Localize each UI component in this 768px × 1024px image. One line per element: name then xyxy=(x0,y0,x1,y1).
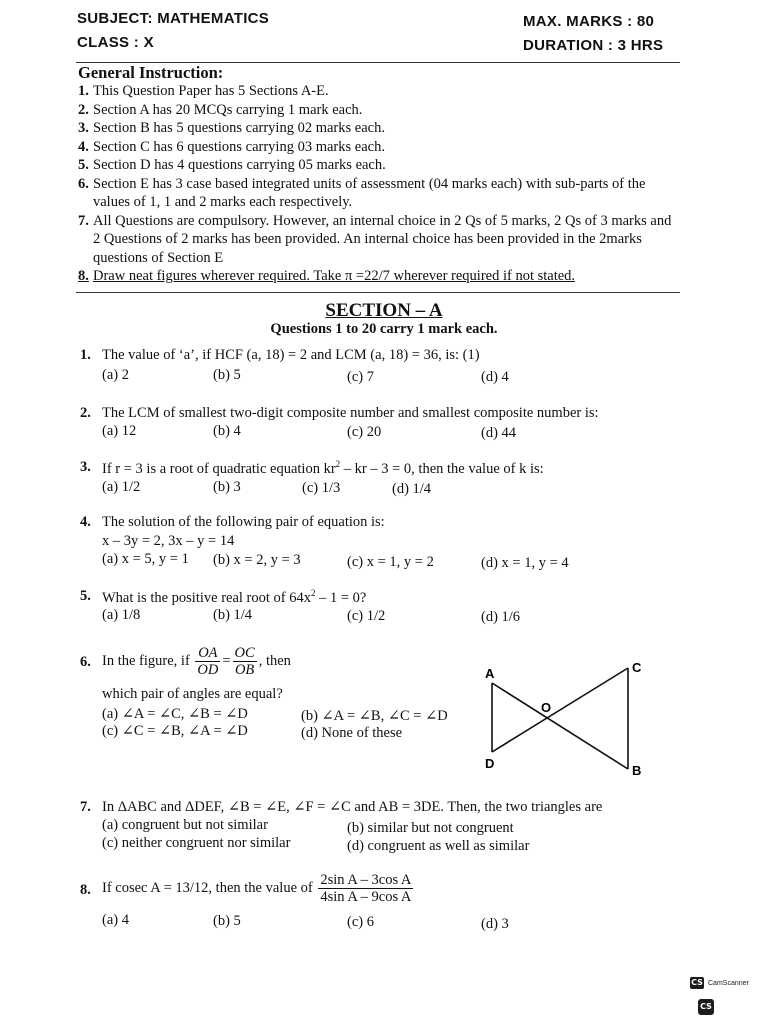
question-stem: If r = 3 is a root of quadratic equation $kr^2$ – kr – 3 = 0, then the value of k is: xyxy=(102,459,544,477)
option-a: (a) congruent but not similar xyxy=(102,817,268,833)
option-a: (a) 1/2 xyxy=(102,479,141,495)
label-D: D xyxy=(485,756,495,771)
option-c: (c) neither congruent nor similar xyxy=(102,835,291,851)
instruction-item: 1. This Question Paper has 5 Sections A-E. xyxy=(78,83,329,99)
class-label: CLASS : X xyxy=(77,34,154,51)
equation-line: x – 3y = 2, 3x – y = 14 xyxy=(102,533,235,549)
option-c: (c) 6 xyxy=(347,914,374,930)
subject-label: SUBJECT: MATHEMATICS xyxy=(77,10,270,27)
option-d: (d) None of these xyxy=(301,725,403,741)
option-a: (a) 12 xyxy=(102,423,137,439)
segment-AB xyxy=(492,683,628,769)
option-a: (a) 4 xyxy=(102,912,129,928)
question-stem: If cosec A = 13/12, then the value of $\frac{\text{2sin A – 3cos A}}{\text{4sin A – 9cos A}}$ xyxy=(102,872,412,905)
question-stem: The solution of the following pair of equation is: xyxy=(102,514,385,530)
label-B: B xyxy=(632,763,642,778)
crossed-triangles-figure xyxy=(470,655,660,780)
question-6: 6. In the figure, if $\frac{OA}{OD}$ = $\frac{OC}{OB}$ , then xyxy=(80,645,291,678)
option-d: (d) 1/4 xyxy=(392,481,432,497)
camscanner-watermark xyxy=(690,974,749,992)
option-c: (c) x = 1, y = 2 xyxy=(347,554,434,570)
camscanner-logo-icon: CS xyxy=(691,978,703,988)
option-b: (b) 4 xyxy=(213,423,241,439)
section-title: SECTION – A xyxy=(325,300,443,321)
question-line: which pair of angles are equal? xyxy=(102,686,283,702)
option-a: (a) x = 5, y = 1 xyxy=(102,551,189,567)
option-d: (d) 1/6 xyxy=(481,609,521,625)
option-b: (b) 5 xyxy=(213,367,241,383)
label-A: A xyxy=(485,666,495,681)
ratio-fraction: $\frac{OA}{OD}$ xyxy=(197,645,219,678)
question-stem: The value of ‘a’, if HCF (a, 18) = 2 and LCM (a, 18) = 36, is: (1) xyxy=(102,347,480,363)
instructions-divider xyxy=(76,292,680,293)
segment-DC xyxy=(492,668,628,752)
option-c: (c) ∠C = ∠B, ∠A = ∠D xyxy=(102,723,248,739)
option-a: (a) ∠A = ∠C, ∠B = ∠D xyxy=(102,706,248,722)
camscanner-label: CamScanner xyxy=(708,979,749,987)
instructions-list xyxy=(78,82,678,286)
option-c: (c) 1/3 xyxy=(302,480,341,496)
question-8: 8. If cosec A = 13/12, then the value of $\frac{\text{2sin A – 3cos A}}{\text{4sin A – 9cos A}}$ xyxy=(80,872,440,912)
section-subtitle: Questions 1 to 20 carry 1 mark each. xyxy=(270,321,498,337)
max-marks-label: MAX. MARKS : 80 xyxy=(523,13,655,30)
camscanner-logo-icon: CS xyxy=(698,999,714,1015)
label-O: O xyxy=(541,700,552,715)
option-c: (c) 20 xyxy=(347,424,382,440)
duration-label: DURATION : 3 HRS xyxy=(523,37,664,54)
option-c: (c) 1/2 xyxy=(347,608,386,624)
ratio-fraction: $\frac{OC}{OB}$ xyxy=(234,645,255,678)
question-stem: What is the positive real root of $64x^2 - 1 = 0$? xyxy=(102,588,367,606)
label-C: C xyxy=(632,660,642,675)
question-paper-page: SUBJECT: MATHEMATICS CLASS : X MAX. MARKS : 80 DURATION : 3 HRS General Instruction: 1. This Question Paper has 5 Sections A-E. 2. Section A has 20 MCQs carrying 1 mark each. 3. Section B has 5 questions carrying 02 marks each. 4. Section C has 6 questions carrying 03 marks each. 5. Section D has 4 questions carrying 05 marks each. 6. Section E has 3 case based integrated units of assessment (04 marks each) with sub-parts of the values of 1, 1 and 2 marks each respectively. 7. All Questions are compulsory. However, an internal choice in 2 Qs of 5 marks, 2 Qs of 3 marks and 2 Questions of 2 marks has been provided. An internal choice has been provided in the 2marks questions of Section E 8. Draw neat figures wherever required. Take π =22/7 wherever required if not stated. SECTION – A Questions 1 to 20 carry 1 mark each. 1. The value of ‘a’, if HCF (a, 18) = 2 and LCM (a, 18) = 36, is: (1) (a) 2 (b) 5 (c) 7 (d) 4 2. The LCM of smallest two-digit composite number and smallest composite number is: (a) 12 (b) 4 (c) 20 (d) 44 3. If r = 3 is a root of quadratic equation $kr^2$ – kr – 3 = 0, then the value of k is: (a) 1/2 (b) 3 (c) 1/3 (d) 1/4 4. The solution of the following pair of equation is: x – 3y = 2, 3x – y = 14 (a) x = 5, y = 1 (b) x = 2, y = 3 (c) x = 1, y = 2 (d) x = 1, y = 4 5. What is the positive real root of $64x^2 - 1 = 0$? (a) 1/8 (b) 1/4 (c) 1/2 (d) 1/6 6. In the figure, if $\frac{OA}{OD}$ = $\frac{OC}{OB}$ , then which pair of angles are equal? (a) ∠A = ∠C, ∠B = ∠D (b) ∠A = ∠B, ∠C = ∠D (c) ∠C = ∠B, ∠A = ∠D (d) None of these A C O D B 7. In ΔABC and ΔDEF, ∠B = ∠E, ∠F = ∠C and AB = 3DE. Then, the two triangles are (a) congruent but not similar (b) similar but not congruent (c) neither congruent nor similar (d) congruent as well as similar 8. If cosec A = 13/12, then the value of $\frac{\text{2sin A – 3cos A}}{\text{4sin A – 9cos A}}$ (a) 4 (b) 5 (c) 6 (d) 3 CS CamScanner CS xyxy=(0,0,768,1024)
option-b: (b) 3 xyxy=(213,479,241,495)
option-b: (b) ∠A = ∠B, ∠C = ∠D xyxy=(301,708,448,724)
instruction-item: 3. Section B has 5 questions carrying 02 marks each. xyxy=(78,120,385,136)
option-b: (b) 1/4 xyxy=(213,607,253,623)
trig-fraction: $\frac{\text{2sin A – 3cos A}}{\text{4sin A – 9cos A}}$ xyxy=(320,872,412,905)
option-d: (d) congruent as well as similar xyxy=(347,838,530,854)
instruction-item: 6. Section E has 3 case based integrated units of assessment (04 marks each) with sub-parts of the values of 1, 1 and 2 marks each respectively. xyxy=(78,175,646,210)
option-d: (d) 44 xyxy=(481,425,517,441)
option-a: (a) 1/8 xyxy=(102,607,141,623)
instruction-item: 2. Section A has 20 MCQs carrying 1 mark each. xyxy=(78,101,363,118)
instructions-title: General Instruction: xyxy=(78,63,224,82)
question-stem: The LCM of smallest two-digit composite number and smallest composite number is: xyxy=(102,405,599,421)
option-a: (a) 2 xyxy=(102,367,129,383)
question-stem: In the figure, if $\frac{OA}{OD}$ = $\frac{OC}{OB}$ , then xyxy=(102,645,291,678)
option-b: (b) 5 xyxy=(213,913,241,929)
option-d: (d) x = 1, y = 4 xyxy=(481,555,569,571)
instruction-item: 4. Section C has 6 questions carrying 03 marks each. xyxy=(78,138,385,155)
instruction-item: 7. All Questions are compulsory. However, an internal choice in 2 Qs of 5 marks, 2 Qs of 3 marks and 2 Questions of 2 marks has been provided. An internal choice has been provided in the 2marks questions of Section E xyxy=(78,212,672,266)
question-stem: In ΔABC and ΔDEF, ∠B = ∠E, ∠F = ∠C and AB = 3DE. Then, the two triangles are xyxy=(102,799,603,815)
option-d: (d) 4 xyxy=(481,369,509,385)
option-d: (d) 3 xyxy=(481,916,509,932)
instruction-item: 8. Draw neat figures wherever required. Take π =22/7 wherever required if not stated. xyxy=(78,268,576,284)
option-b: (b) similar but not congruent xyxy=(347,820,514,836)
instruction-item: 5. Section D has 4 questions carrying 05 marks each. xyxy=(78,157,386,173)
option-b: (b) x = 2, y = 3 xyxy=(213,552,301,568)
option-c: (c) 7 xyxy=(347,369,374,385)
